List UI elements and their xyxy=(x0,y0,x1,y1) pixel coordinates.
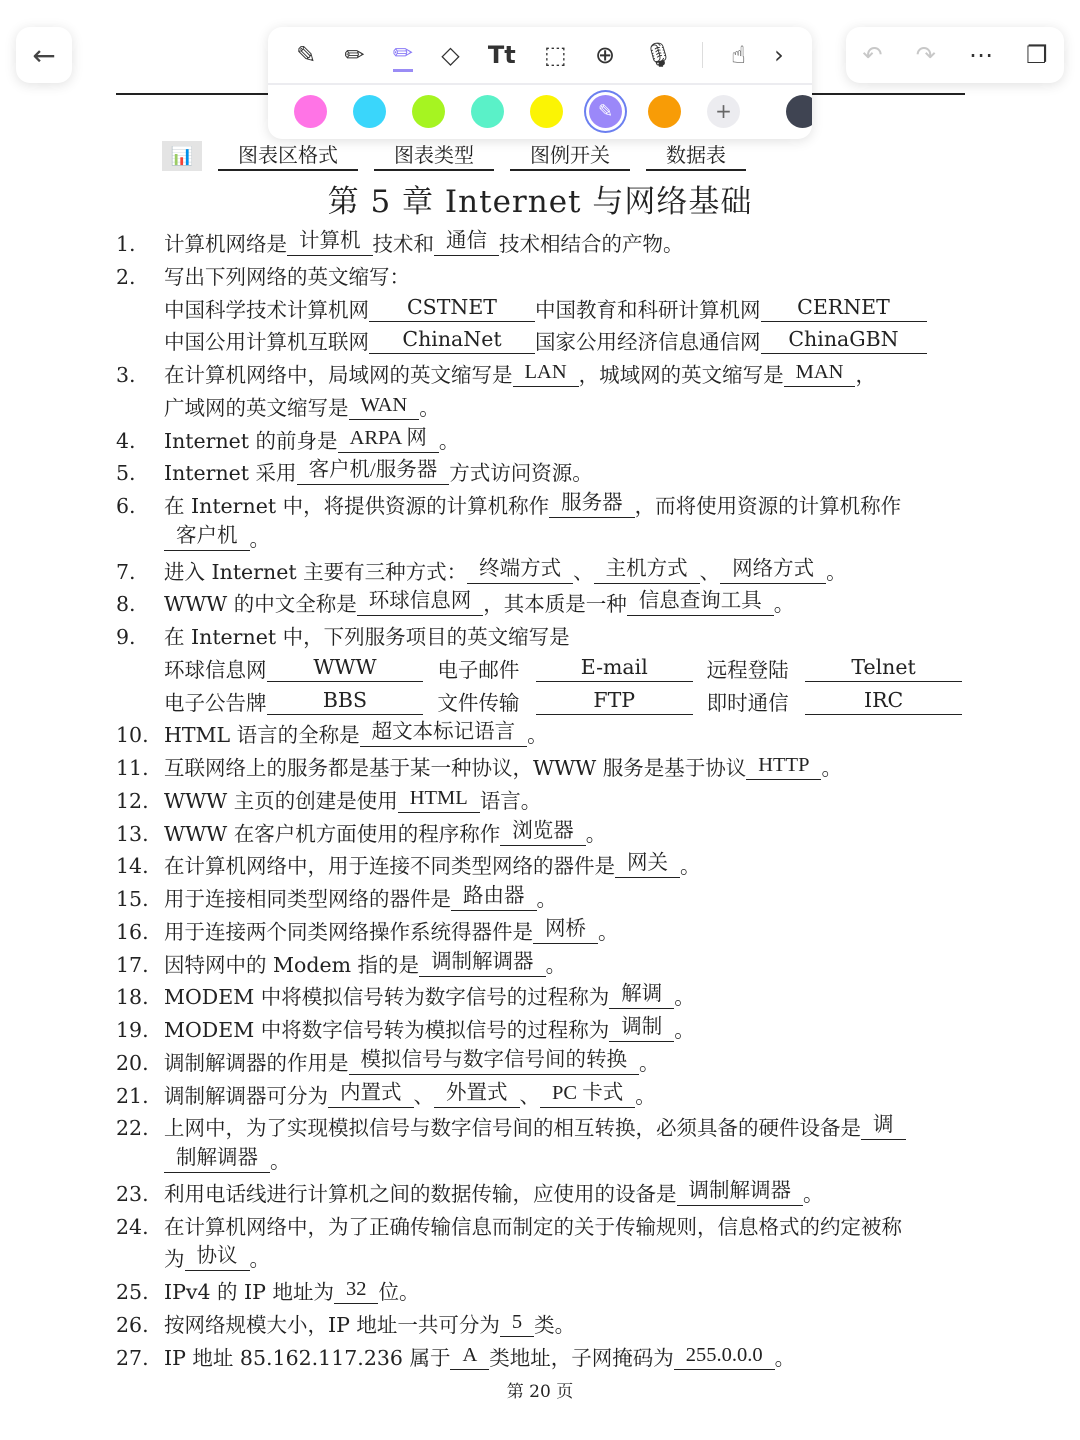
chart-label: 图表类型 xyxy=(374,141,494,171)
chart-toolbar-image xyxy=(162,141,746,171)
question-line xyxy=(116,1342,976,1375)
question-text: 方式访问资源。 xyxy=(449,461,593,486)
question-text: 、 xyxy=(519,1083,540,1108)
question-number: 13. xyxy=(116,821,149,846)
question-number: 8. xyxy=(116,592,136,617)
question-line xyxy=(116,981,976,1014)
item-label: 中国科学技术计算机网 xyxy=(164,297,369,322)
answer-blank: WWW xyxy=(267,654,424,682)
question-line xyxy=(116,1112,976,1145)
answer-blank: 环球信息网 xyxy=(357,588,484,616)
answer-blank: ChinaGBN xyxy=(761,326,927,354)
chevron-right-icon[interactable]: › xyxy=(774,41,784,69)
answer-blank: CSTNET xyxy=(369,294,535,322)
chart-label: 图表区格式 xyxy=(218,141,358,171)
question-number: 26. xyxy=(116,1312,149,1337)
answer-blank: 5 xyxy=(500,1309,534,1337)
indent xyxy=(116,326,164,359)
question-line xyxy=(116,1145,976,1178)
question-line xyxy=(116,457,976,490)
question-text: 位。 xyxy=(378,1280,420,1304)
question-line xyxy=(116,850,976,883)
answer-blank: IRC xyxy=(805,687,962,715)
question-number: 16. xyxy=(116,919,149,944)
answer-blank: 模拟信号与数字信号间的转换 xyxy=(349,1047,640,1075)
chart-label: 数据表 xyxy=(646,141,746,171)
answer-blank: A xyxy=(450,1342,489,1370)
question-number: 17. xyxy=(116,952,149,977)
question-text: 。 xyxy=(527,723,548,748)
answer-blank: 制解调器 xyxy=(164,1145,270,1173)
question-line xyxy=(116,818,976,851)
question-text: 。 xyxy=(635,1083,656,1108)
top-right-actions xyxy=(846,27,1064,83)
answer-blank: 调制 xyxy=(609,1014,674,1042)
question-text: 类。 xyxy=(534,1312,576,1337)
item-label: 电子公告牌 xyxy=(164,690,267,715)
question-text: WWW 的中文全称是 xyxy=(164,592,357,617)
question-line xyxy=(116,294,976,327)
question-text: 调制解调器的作用是 xyxy=(164,1050,349,1075)
question-text: 在计算机网络中，为了正确传输信息而制定的关于传输规则，信息格式的约定被称 xyxy=(164,1214,902,1239)
answer-blank: 外置式 xyxy=(434,1080,520,1108)
question-text: 。 xyxy=(674,1018,695,1042)
answer-blank: 网关 xyxy=(615,850,680,878)
question-line xyxy=(116,1178,976,1211)
undo-icon[interactable]: ↶ xyxy=(862,41,883,69)
lasso-select-icon[interactable]: ⬚ xyxy=(544,41,567,69)
question-text: 进入 Internet 主要有三种方式： xyxy=(164,559,468,584)
answer-blank: 信息查询工具 xyxy=(627,588,774,616)
question-text: 。 xyxy=(639,1050,660,1075)
question-number: 3. xyxy=(116,363,136,387)
answer-blank: 调制解调器 xyxy=(419,949,546,977)
add-color-button[interactable]: + xyxy=(707,95,740,128)
question-text: 。 xyxy=(773,592,795,617)
question-text: 上网中，为了实现模拟信号与数字信号间的相互转换，必须具备的硬件设备是 xyxy=(164,1116,861,1141)
question-line xyxy=(116,1080,976,1113)
question-line xyxy=(116,1014,976,1047)
item-label: 即时通信 xyxy=(706,690,789,715)
question-text: 写出下列网络的英文缩写： xyxy=(164,264,410,289)
question-text: 。 xyxy=(680,854,701,879)
color-swatch[interactable] xyxy=(648,95,681,128)
question-number: 7. xyxy=(116,559,136,584)
question-text: 。 xyxy=(826,559,847,584)
question-line xyxy=(116,687,976,720)
question-text: ，城域网的英文缩写是 xyxy=(578,363,784,387)
question-text: 。 xyxy=(774,1345,796,1370)
question-line xyxy=(116,1276,976,1309)
drawing-toolbar xyxy=(268,27,812,139)
question-line xyxy=(116,621,976,654)
question-number: 21. xyxy=(116,1083,149,1108)
answer-blank: 调 xyxy=(861,1112,906,1140)
question-text: 按网络规模大小，IP 地址一共可分为 xyxy=(164,1312,500,1337)
color-swatch[interactable] xyxy=(471,95,504,128)
question-text: MODEM 中将数字信号转为模拟信号的过程称为 xyxy=(164,1018,610,1042)
question-text: 。 xyxy=(249,1247,270,1272)
question-list xyxy=(116,228,976,1374)
back-button[interactable] xyxy=(16,27,72,83)
answer-blank: FTP xyxy=(536,687,693,715)
answer-blank: CERNET xyxy=(761,294,927,322)
answer-blank: 路由器 xyxy=(451,883,537,911)
question-text: 。 xyxy=(821,756,842,780)
indent xyxy=(116,1145,164,1178)
question-text: 广域网的英文缩写是 xyxy=(164,395,349,420)
question-text: 用于连接两个同类网络操作系统得器件是 xyxy=(164,919,533,944)
question-line xyxy=(116,326,976,359)
question-text: Internet 采用 xyxy=(164,461,297,486)
question-text: MODEM 中将模拟信号转为数字信号的过程称为 xyxy=(164,985,610,1010)
item-label: 电子邮件 xyxy=(437,657,520,682)
question-text: 在 Internet 中，下列服务项目的英文缩写是 xyxy=(164,625,570,649)
question-text: 。 xyxy=(438,428,460,453)
answer-blank: LAN xyxy=(513,359,579,387)
question-text: 在计算机网络中，用于连接不同类型网络的器件是 xyxy=(164,854,615,879)
question-text: 。 xyxy=(598,919,619,944)
question-text: ，而将使用资源的计算机称作 xyxy=(634,494,902,518)
item-label: 文件传输 xyxy=(437,690,520,715)
question-text: 。 xyxy=(585,821,607,846)
page-number: 第 20 页 xyxy=(506,1382,574,1402)
question-line xyxy=(116,556,976,589)
question-text: 在计算机网络中，局域网的英文缩写是 xyxy=(164,363,513,387)
question-number: 2. xyxy=(116,264,136,289)
question-text: 、 xyxy=(413,1083,434,1108)
question-line xyxy=(116,228,976,261)
pen-icon[interactable]: ✎ xyxy=(296,41,317,69)
color-swatch[interactable]: ✎ xyxy=(589,95,622,128)
answer-blank: 网络方式 xyxy=(720,556,826,584)
question-text: 、 xyxy=(699,559,721,584)
indent xyxy=(116,1243,164,1276)
color-swatch[interactable] xyxy=(412,95,445,128)
indent xyxy=(116,687,164,720)
question-number: 25. xyxy=(116,1280,149,1304)
question-number: 10. xyxy=(116,723,149,748)
answer-blank: 32 xyxy=(334,1276,379,1304)
question-text: 。 xyxy=(419,395,440,420)
question-text: 用于连接相同类型网络的器件是 xyxy=(164,887,451,911)
question-number: 22. xyxy=(116,1116,149,1141)
question-line xyxy=(116,883,976,916)
question-number: 19. xyxy=(116,1018,149,1042)
question-text: IP 地址 85.162.117.236 属于 xyxy=(164,1345,451,1370)
question-line xyxy=(116,490,976,523)
redo-icon[interactable]: ↷ xyxy=(915,41,936,69)
question-line xyxy=(116,785,976,818)
item-label: 远程登陆 xyxy=(706,657,789,682)
answer-blank: MAN xyxy=(784,359,856,387)
answer-blank: HTTP xyxy=(746,752,821,780)
question-number: 24. xyxy=(116,1214,149,1239)
question-line xyxy=(116,392,976,425)
more-icon[interactable]: ⋯ xyxy=(968,41,993,69)
microphone-icon[interactable]: 🎙︎ xyxy=(643,41,674,69)
divider xyxy=(702,42,703,68)
chapter-title: 第 5 章 Internet 与网络基础 xyxy=(327,184,753,220)
item-label: 环球信息网 xyxy=(164,657,267,682)
question-number: 14. xyxy=(116,854,149,879)
question-line xyxy=(116,1211,976,1244)
answer-blank: 通信 xyxy=(434,228,499,256)
answer-blank: PC 卡式 xyxy=(540,1080,635,1108)
question-line xyxy=(116,261,976,294)
question-text: 。 xyxy=(545,952,567,977)
question-text: ，其本质是一种 xyxy=(483,592,627,617)
question-text: 调制解调器可分为 xyxy=(164,1083,328,1108)
answer-blank: HTML xyxy=(398,785,480,813)
question-text: 因特网中的 Modem 指的是 xyxy=(164,952,420,977)
color-swatch[interactable] xyxy=(353,95,386,128)
question-text: WWW 主页的创建是使用 xyxy=(164,788,398,813)
question-number: 9. xyxy=(116,625,136,649)
answer-blank: 解调 xyxy=(609,981,674,1009)
answer-blank: 服务器 xyxy=(549,490,635,518)
answer-blank: 内置式 xyxy=(328,1080,414,1108)
question-line xyxy=(116,523,976,556)
question-line xyxy=(116,1243,976,1276)
question-line xyxy=(116,916,976,949)
question-line xyxy=(116,719,976,752)
question-text: 利用电话线进行计算机之间的数据传输，应使用的设备是 xyxy=(164,1181,677,1206)
question-text: 。 xyxy=(674,985,695,1010)
color-palette xyxy=(268,85,812,137)
question-line xyxy=(116,654,976,687)
question-number: 20. xyxy=(116,1050,149,1075)
question-text: 。 xyxy=(249,526,270,551)
question-text: 计算机网络是 xyxy=(164,232,287,256)
indent xyxy=(116,523,164,556)
question-number: 1. xyxy=(116,232,136,256)
question-number: 6. xyxy=(116,494,136,518)
answer-blank: WAN xyxy=(349,392,420,420)
question-number: 15. xyxy=(116,887,149,911)
question-line xyxy=(116,949,976,982)
arrow-left-icon: ← xyxy=(32,38,56,72)
color-swatch[interactable] xyxy=(786,95,812,128)
color-swatch[interactable] xyxy=(530,95,563,128)
indent xyxy=(116,392,164,425)
text-icon[interactable]: Tt xyxy=(487,41,516,69)
question-number: 18. xyxy=(116,985,149,1010)
question-text: 为 xyxy=(164,1247,185,1272)
pencil-icon[interactable]: ✏ xyxy=(344,41,365,69)
question-number: 12. xyxy=(116,788,149,813)
question-text: Internet 的前身是 xyxy=(164,428,338,453)
question-text: IPv4 的 IP 地址为 xyxy=(164,1280,334,1304)
answer-blank: 协议 xyxy=(185,1243,250,1271)
answer-blank: 终端方式 xyxy=(467,556,573,584)
answer-blank: 浏览器 xyxy=(500,818,586,846)
answer-blank: 调制解调器 xyxy=(677,1178,804,1206)
question-text: 语言。 xyxy=(479,788,542,813)
question-line xyxy=(116,1309,976,1342)
item-label: 中国公用计算机互联网 xyxy=(164,330,369,355)
question-text: 互联网络上的服务都是基于某一种协议，WWW 服务是基于协议 xyxy=(164,756,747,780)
answer-blank: 255.0.0.0 xyxy=(674,1342,775,1370)
item-label: 国家公用经济信息通信网 xyxy=(535,330,761,355)
add-icon[interactable]: ⊕ xyxy=(594,41,616,69)
question-line xyxy=(116,425,976,458)
question-text: ， xyxy=(855,363,876,387)
question-number: 23. xyxy=(116,1181,149,1206)
question-number: 4. xyxy=(116,428,136,453)
question-text: 技术相结合的产物。 xyxy=(499,232,684,256)
question-text: 。 xyxy=(270,1149,291,1173)
highlighter-icon[interactable]: ✏ xyxy=(393,39,413,72)
question-text: 技术和 xyxy=(372,232,434,256)
question-text: 在 Internet 中，将提供资源的计算机称作 xyxy=(164,494,550,518)
answer-blank: 客户机/服务器 xyxy=(297,457,450,485)
question-text: HTML 语言的全称是 xyxy=(164,723,360,748)
question-line xyxy=(116,359,976,392)
question-number: 27. xyxy=(116,1345,149,1370)
chart-label: 图例开关 xyxy=(510,141,630,171)
question-text: 类地址，子网掩码为 xyxy=(489,1345,674,1370)
hand-touch-icon[interactable]: ☝ xyxy=(731,41,746,69)
answer-blank: ChinaNet xyxy=(369,326,535,354)
answer-blank: 网桥 xyxy=(533,916,598,944)
answer-blank: 计算机 xyxy=(287,228,373,256)
question-text: 。 xyxy=(803,1181,824,1206)
answer-blank: ARPA 网 xyxy=(338,425,439,453)
answer-blank: 客户机 xyxy=(164,523,250,551)
question-line xyxy=(116,1047,976,1080)
chart-wizard-icon: 📊 xyxy=(162,141,202,171)
eraser-icon[interactable]: ◇ xyxy=(441,41,460,69)
question-number: 11. xyxy=(116,756,149,780)
question-number: 5. xyxy=(116,461,136,486)
question-text: 。 xyxy=(536,887,557,911)
color-swatch[interactable] xyxy=(294,95,327,128)
answer-blank: Telnet xyxy=(805,654,962,682)
answer-blank: 超文本标记语言 xyxy=(360,719,528,747)
answer-blank: 主机方式 xyxy=(594,556,700,584)
question-line xyxy=(116,752,976,785)
question-text: 、 xyxy=(573,559,594,584)
question-text: WWW 在客户机方面使用的程序称作 xyxy=(164,821,501,846)
answer-blank: E-mail xyxy=(536,654,693,682)
answer-blank: BBS xyxy=(267,687,424,715)
pages-icon[interactable]: ❐ xyxy=(1025,41,1048,69)
indent xyxy=(116,654,164,687)
question-line xyxy=(116,588,976,621)
indent xyxy=(116,294,164,327)
item-label: 中国教育和科研计算机网 xyxy=(535,297,761,322)
